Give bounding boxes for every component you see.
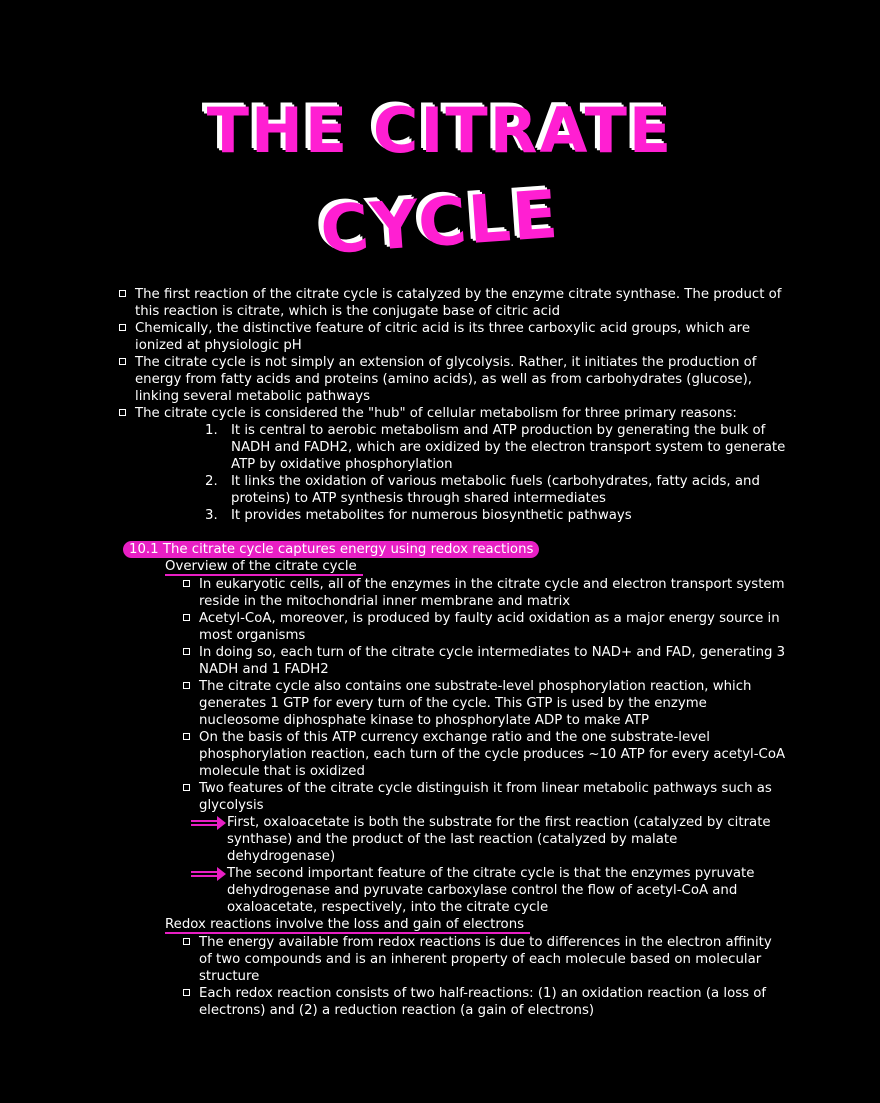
feature-item <box>117 814 787 865</box>
overview-bullet: In eukaryotic cells, all of the enzymes in the citrate cycle and electron transport system reside in the mitochondrial inner membrane and matrix <box>181 576 787 610</box>
overview-bullet: In doing so, each turn of the citrate cycle intermediates to NAD+ and FAD, generating 3 NADH and 1 FADH2 <box>181 644 787 678</box>
page-title: THE CITRATE <box>206 94 674 167</box>
hub-reason <box>205 473 787 507</box>
feature-text: The second important feature of the citrate cycle is that the enzymes pyruvate dehydrogenase and pyruvate carboxylase control the flow of acetyl-CoA and oxaloacetate, respectively, into the citrate cycle <box>227 866 755 915</box>
redox-list <box>117 934 787 1019</box>
section-heading: 10.1 The citrate cycle captures energy using redox reactions <box>123 541 539 558</box>
redox-bullet: The energy available from redox reactions is due to differences in the electron affinity of two compounds and is an inherent property of each molecule based on molecular structure <box>181 934 787 985</box>
list-number: 2. <box>205 474 218 489</box>
hub-reason <box>205 422 787 473</box>
list-number: 1. <box>205 423 218 438</box>
feature-text: First, oxaloacetate is both the substrate for the first reaction (catalyzed by citrate synthase) and the product of the last reaction (catalyzed by malate dehydrogenase) <box>227 815 771 864</box>
overview-bullet: Acetyl-CoA, moreover, is produced by faulty acid oxidation as a major energy source in most organisms <box>181 610 787 644</box>
arrow-right-icon <box>189 866 227 882</box>
intro-list <box>117 286 787 422</box>
overview-bullet: On the basis of this ATP currency exchange ratio and the one substrate-level phosphorylation reaction, each turn of the cycle produces ~10 ATP for every acetyl-CoA molecule that is oxidized <box>181 729 787 780</box>
list-number: 3. <box>205 508 218 523</box>
arrow-right-icon <box>189 815 227 831</box>
subheading-redox: Redox reactions involve the loss and gain of electrons <box>165 917 530 934</box>
overview-bullet: The citrate cycle also contains one substrate-level phosphorylation reaction, which generates 1 GTP for every turn of the cycle. This GTP is used by the enzyme nucleosome diphosphate kinase to phosphorylate ADP to make ATP <box>181 678 787 729</box>
hub-reasons-list <box>117 422 787 524</box>
notes-body <box>117 286 787 1019</box>
page-title-line2: CYCLE <box>317 175 563 270</box>
subheading-overview: Overview of the citrate cycle <box>165 559 363 576</box>
overview-list <box>117 576 787 814</box>
intro-bullet: The citrate cycle is considered the "hub" of cellular metabolism for three primary reasons: <box>117 405 787 422</box>
overview-bullet: Two features of the citrate cycle distinguish it from linear metabolic pathways such as glycolysis <box>181 780 787 814</box>
hub-reason-text: It links the oxidation of various metabolic fuels (carbohydrates, fatty acids, and proteins) to ATP synthesis through shared intermediates <box>231 474 760 506</box>
hub-reason <box>205 507 787 524</box>
intro-bullet: Chemically, the distinctive feature of citric acid is its three carboxylic acid groups, which are ionized at physiologic pH <box>117 320 787 354</box>
hub-reason-text: It is central to aerobic metabolism and ATP production by generating the bulk of NADH and FADH2, which are oxidized by the electron transport system to generate ATP by oxidative phosphorylation <box>231 423 786 472</box>
intro-bullet: The citrate cycle is not simply an extension of glycolysis. Rather, it initiates the production of energy from fatty acids and proteins (amino acids), as well as from carbohydrates (glucose), linking several metabolic pathways <box>117 354 787 405</box>
intro-bullet: The first reaction of the citrate cycle is catalyzed by the enzyme citrate synthase. The product of this reaction is citrate, which is the conjugate base of citric acid <box>117 286 787 320</box>
hub-reason-text: It provides metabolites for numerous biosynthetic pathways <box>231 508 632 523</box>
redox-bullet: Each redox reaction consists of two half-reactions: (1) an oxidation reaction (a loss of electrons) and (2) a reduction reaction (a gain of electrons) <box>181 985 787 1019</box>
feature-item <box>117 865 787 916</box>
